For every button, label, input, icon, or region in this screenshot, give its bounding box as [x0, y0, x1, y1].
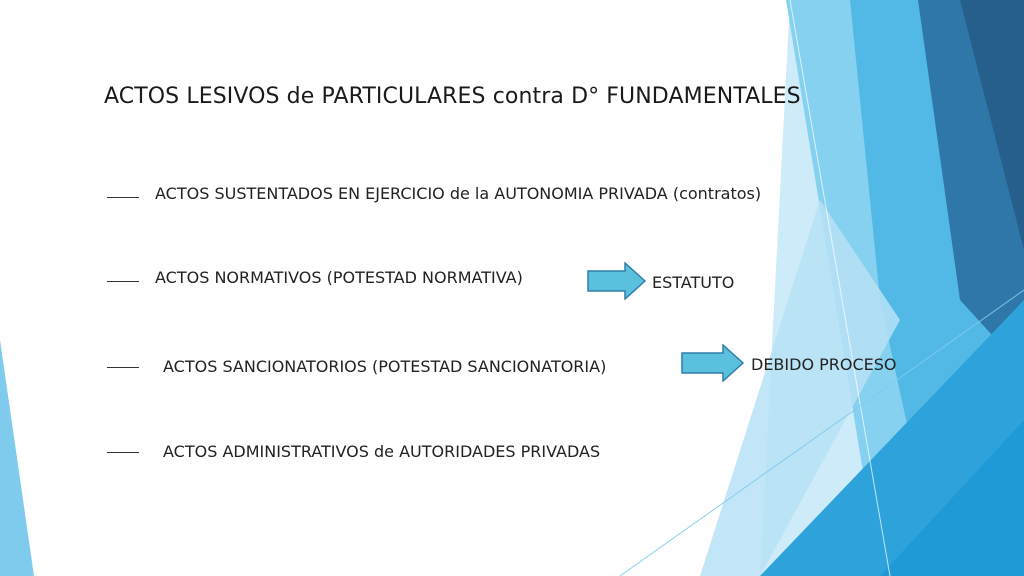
- bullet-dash-2: [107, 281, 139, 282]
- bullet-text-4: ACTOS ADMINISTRATIVOS de AUTORIDADES PRIVADAS: [163, 442, 601, 461]
- arrow-label-debido-proceso: DEBIDO PROCESO: [751, 355, 897, 374]
- right-arrow-icon: [587, 262, 647, 300]
- bullet-dash-1: [107, 197, 139, 198]
- right-arrow-icon: [681, 344, 745, 382]
- arrow-label-estatuto: ESTATUTO: [652, 273, 735, 292]
- slide-title: ACTOS LESIVOS de PARTICULARES contra D° FUNDAMENTALES: [104, 84, 801, 109]
- bullet-text-3: ACTOS SANCIONATORIOS (POTESTAD SANCIONATORIA): [163, 357, 607, 376]
- bullet-dash-4: [107, 452, 139, 453]
- bullet-text-2: ACTOS NORMATIVOS (POTESTAD NORMATIVA): [155, 268, 523, 287]
- bullet-item-4: [0, 438, 1024, 468]
- bullet-item-1: [0, 182, 1024, 212]
- bullet-text-1: ACTOS SUSTENTADOS EN EJERCICIO de la AUTONOMIA PRIVADA (contratos): [155, 184, 762, 203]
- bullet-dash-3: [107, 367, 139, 368]
- bullet-item-2: [0, 266, 1024, 296]
